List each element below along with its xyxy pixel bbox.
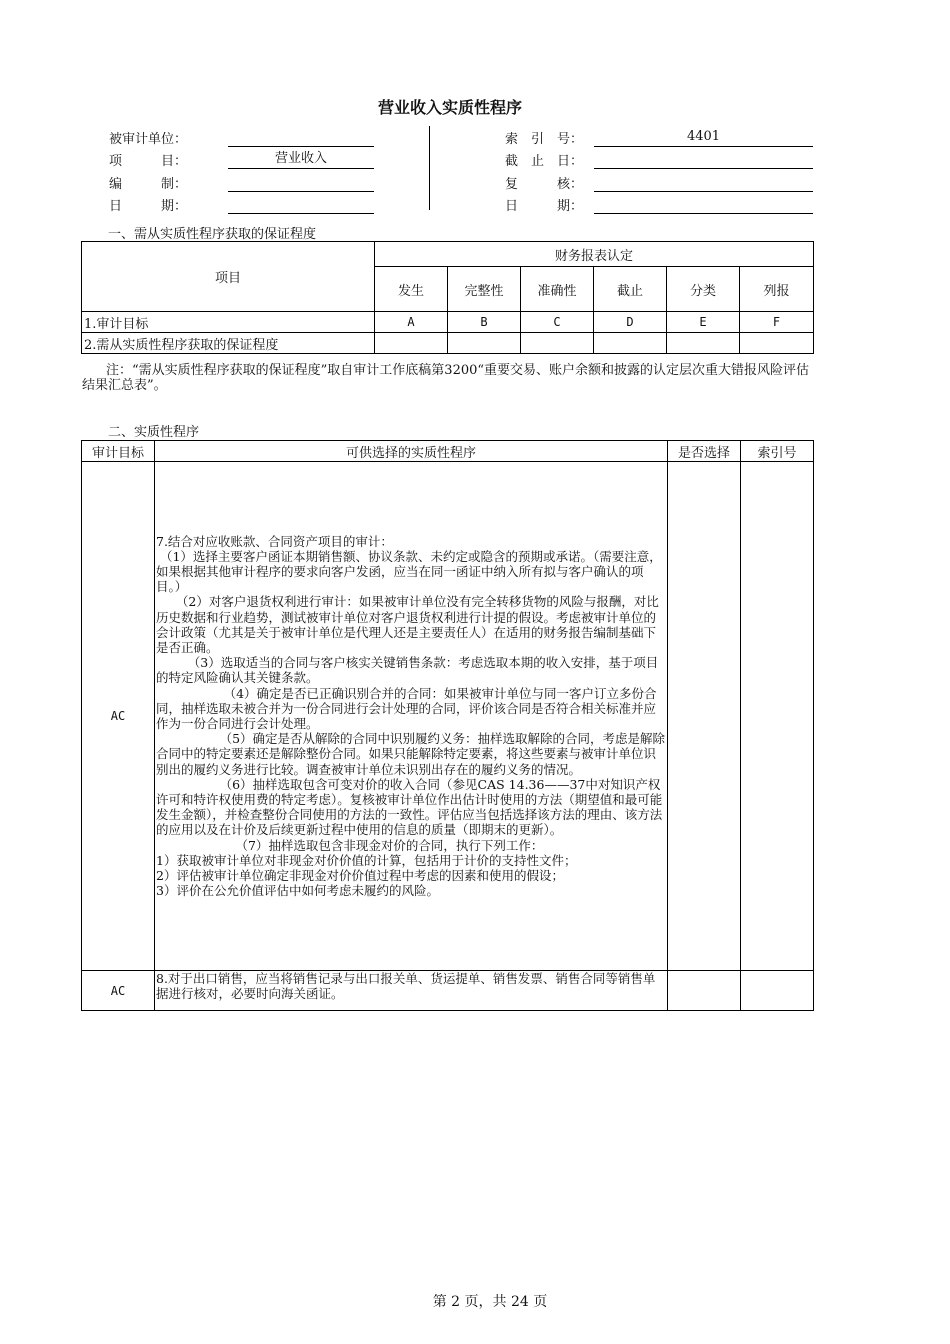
row-audit-objective-label: 1.审计目标 (82, 312, 375, 333)
date-left-field (228, 195, 374, 214)
assurance-cell[interactable] (375, 333, 448, 354)
assertion-cutoff: 截止 (594, 267, 667, 312)
col-group-header: 财务报表认定 (375, 242, 814, 267)
row-objective: AC (82, 462, 155, 971)
objective-d: D (594, 312, 667, 333)
objective-b: B (448, 312, 521, 333)
col-procedure-header: 可供选择的实质性程序 (155, 441, 668, 462)
preparer-label: 编 制： (109, 177, 188, 192)
index-field: 4401 (594, 128, 813, 147)
col-objective-header: 审计目标 (82, 441, 155, 462)
assurance-cell[interactable] (448, 333, 521, 354)
row-procedure: 8.对于出口销售，应当将销售记录与出口报关单、货运提单、销售发票、销售合同等销售单据进行核对，必要时向海关函证。 (155, 971, 668, 1011)
preparer-field (228, 173, 374, 192)
assurance-cell[interactable] (667, 333, 740, 354)
row-procedure: 7.结合对应收账款、合同资产项目的审计： （1）选择主要客户函证本期销售额、协议条款、未约定或隐含的预期或承诺。（需要注意，如果根据其他审计程序的要求向客户发函，应当在同一函证中纳入所有拟与客户确认的项目。） （2）对客户退货权利进行审计：如果被审计单位没有完全转移货物的风险与报酬，对比历史数据和行业趋势，测试被审计单位对客户退货权利进行计提的假设。考虑被审计单位的会计政策（尤其是关于被审计单位是代理人还是主要责任人）在适用的财务报告编制基础下是否正确。 （3）选取适当的合同与客户核实关键销售条款：考虑选取本期的收入安排，基于项目的特定风险确认其关键条款。 （4）确定是否已正确识别合并的合同：如果被审计单位与同一客户订立多份合同，抽样选取未被合并为一份合同进行会计处理的合同，评价该合同是否符合相关标准并应作为一份合同进行会计处理。 （5）确定是否从解除的合同中识别履约义务：抽样选取解除的合同，考虑是解除合同中的特定要素还是解除整份合同。如果只能解除特定要素，将这些要素与被审计单位识别出的履约义务进行比较。调查被审计单位未识别出存在的履约义务的情况。 （6）抽样选取包含可变对价的收入合同（参见CAS 14.36——37中对知识产权许可和特许权使用费的特定考虑）。复核被审计单位作出估计时使用的方法（期望值和最可能发生金额），并检查整份合同使用的方法的一致性。评估应当包括选择该方法的理由、该方法的应用以及在计价及后续更新过程中使用的信息的质量（即期末的更新）。 （7）抽样选取包含非现金对价的合同，执行下列工作： 1）获取被审计单位对非现金对价价值的计算，包括用于计价的支持性文件； 2）评估被审计单位确定非现金对价价值过程中考虑的因素和使用的假设； 3）评价在公允价值评估中如何考虑未履约的风险。 (155, 462, 668, 971)
date-right-field (594, 195, 813, 214)
row-selected-cell[interactable] (668, 462, 741, 971)
procedures-table (81, 440, 814, 1011)
section2-heading: 二、实质性程序 (108, 425, 200, 440)
header-divider (429, 126, 430, 210)
auditee-label: 被审计单位： (109, 132, 188, 147)
objective-a: A (375, 312, 448, 333)
auditee-field (228, 128, 374, 147)
date-left-label: 日 期： (109, 199, 188, 214)
assertion-occurrence: 发生 (375, 267, 448, 312)
table-row (82, 462, 814, 971)
section1-note: 注：“需从实质性程序获取的保证程度”取自审计工作底稿第3200“重要交易、账户余额和披露的认定层次重大错报风险评估结果汇总表”。 (82, 363, 810, 393)
row-objective: AC (82, 971, 155, 1011)
assurance-cell[interactable] (740, 333, 814, 354)
assertion-presentation: 列报 (740, 267, 814, 312)
reviewer-label: 复 核： (505, 177, 584, 192)
section1-heading: 一、需从实质性程序获取的保证程度 (108, 227, 317, 242)
assurance-cell[interactable] (594, 333, 667, 354)
index-label: 索 引 号： (505, 132, 584, 147)
cutoff-label: 截 止 日： (505, 154, 584, 169)
assurance-cell[interactable] (521, 333, 594, 354)
page-footer: 第 2 页，共 24 页 (432, 1294, 548, 1310)
row-assurance-label: 2.需从实质性程序获取的保证程度 (82, 333, 375, 354)
project-label: 项 目： (109, 154, 188, 169)
date-right-label: 日 期： (505, 199, 584, 214)
reviewer-field (594, 173, 813, 192)
assertion-completeness: 完整性 (448, 267, 521, 312)
project-field: 营业收入 (228, 150, 374, 169)
assertion-accuracy: 准确性 (521, 267, 594, 312)
objective-e: E (667, 312, 740, 333)
col-selected-header: 是否选择 (668, 441, 741, 462)
objective-c: C (521, 312, 594, 333)
col-index-header: 索引号 (741, 441, 814, 462)
objective-f: F (740, 312, 814, 333)
row-selected-cell[interactable] (668, 971, 741, 1011)
table-row (82, 971, 814, 1011)
row-index-cell[interactable] (741, 971, 814, 1011)
assertion-classification: 分类 (667, 267, 740, 312)
page-title: 营业收入实质性程序 (377, 98, 522, 117)
assurance-table (81, 241, 814, 354)
cutoff-field (594, 150, 813, 169)
row-index-cell[interactable] (741, 462, 814, 971)
col-item-header: 项目 (82, 242, 375, 312)
